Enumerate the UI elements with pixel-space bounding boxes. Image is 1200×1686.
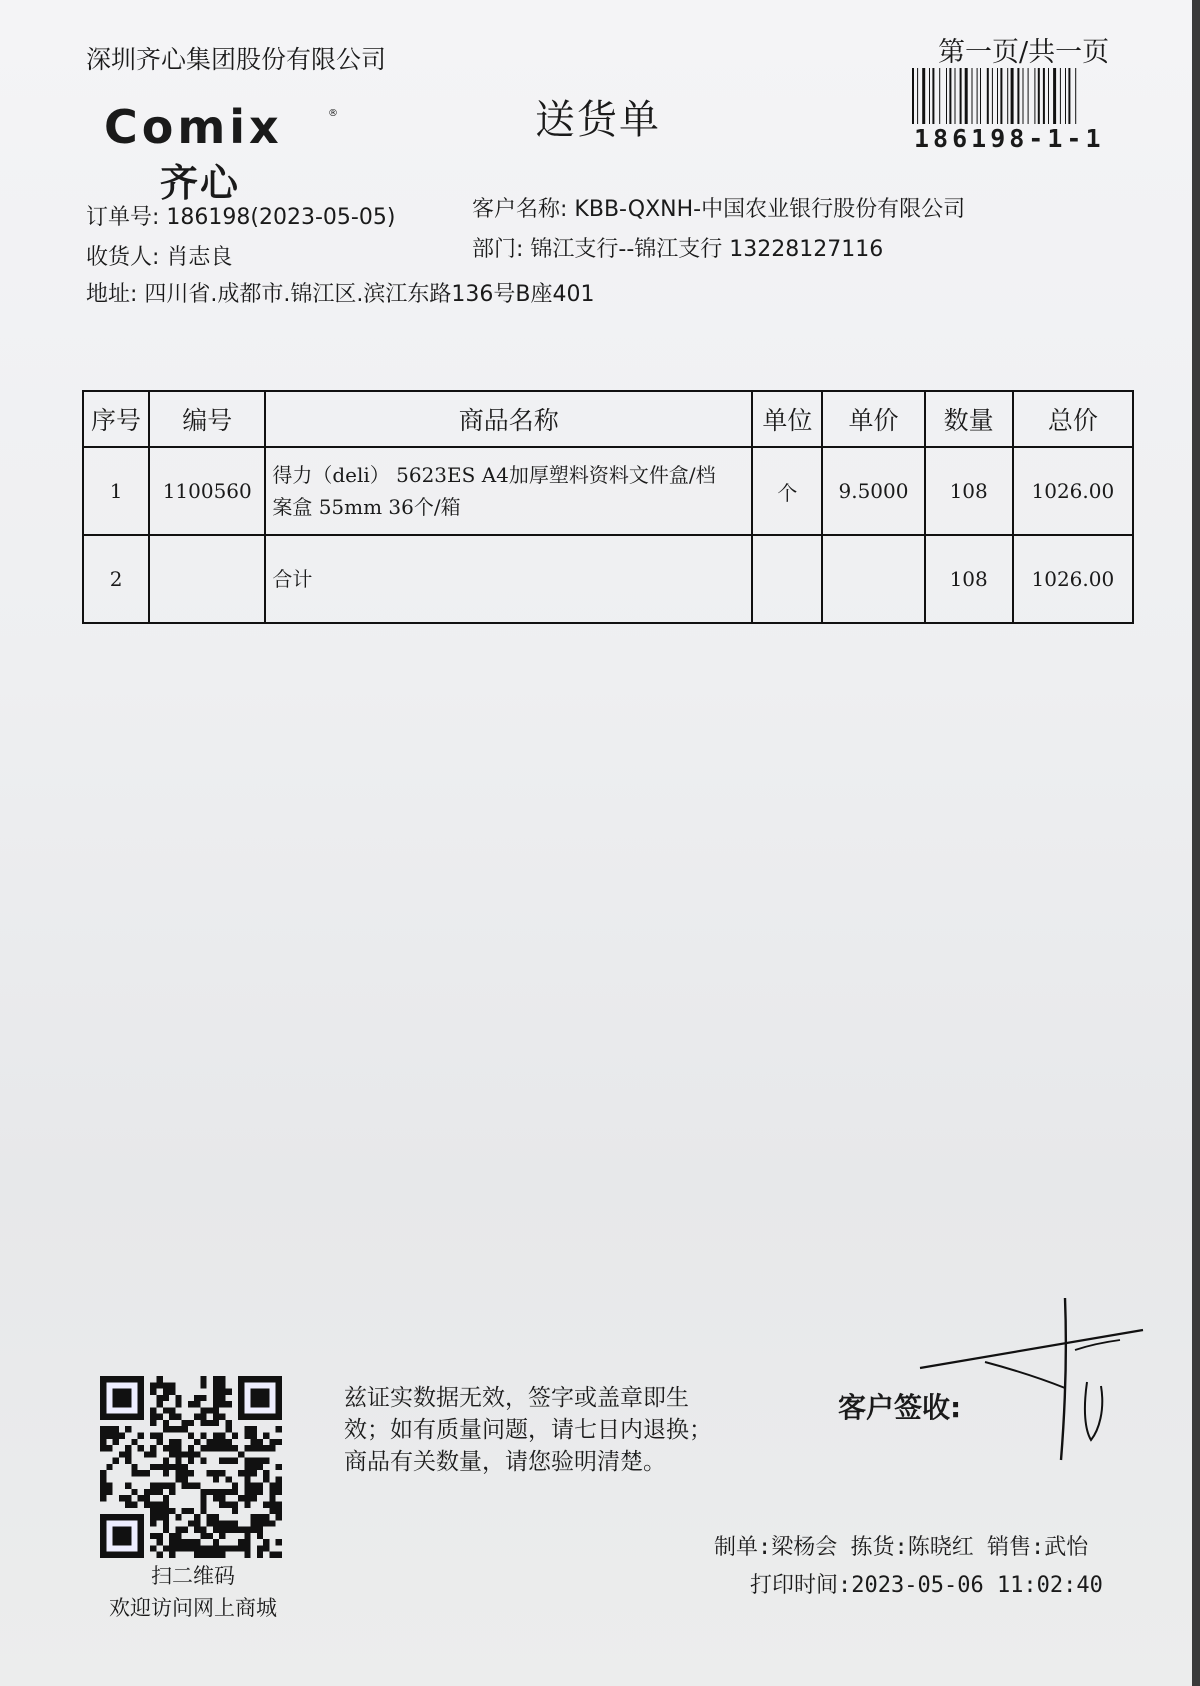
receiver (86, 240, 232, 271)
qr-code-icon (100, 1376, 282, 1558)
barcode-number: 186198-1-1 (914, 124, 1105, 153)
customer-label: 客户名称: (472, 197, 568, 222)
department (472, 232, 883, 263)
qr-caption (88, 1560, 298, 1624)
header-unit-price: 单价 (822, 391, 924, 447)
header-unit: 单位 (752, 391, 822, 447)
customer-signature-label: 客户签收: (838, 1391, 962, 1424)
table-row (83, 447, 1133, 535)
department-label: 部门: (472, 237, 524, 262)
comix-logo: Comix ® 齐心 (104, 100, 338, 205)
cell-code (149, 535, 265, 623)
cell-unit-price (822, 535, 924, 623)
document-title: 送货单 (535, 97, 661, 143)
address (86, 277, 594, 308)
cell-unit-price: 9.5000 (822, 447, 924, 535)
address-value: 四川省.成都市.锦江区.滨江东路136号B座401 (144, 282, 595, 307)
qr-caption-line2: 欢迎访问网上商城 (109, 1596, 277, 1620)
receiver-label: 收货人: (86, 245, 160, 270)
print-time: 打印时间:2023-05-06 11:02:40 (750, 1573, 1103, 1598)
department-value: 锦江支行--锦江支行 13228127116 (530, 237, 884, 262)
order-number-label: 订单号: (86, 205, 160, 230)
cell-quantity: 108 (925, 447, 1013, 535)
cell-product-name: 合计 (265, 535, 752, 623)
customer-name (472, 192, 965, 223)
staff-info: 制单:梁杨会 拣货:陈晓红 销售:武怡 (714, 1535, 1089, 1560)
company-name: 深圳齐心集团股份有限公司 (86, 45, 387, 74)
cell-unit: 个 (752, 447, 822, 535)
items-table (82, 390, 1134, 624)
cell-product-name: 得力（deli） 5623ES A4加厚塑料资料文件盒/档 案盒 55mm 36个/箱 (265, 447, 752, 535)
page-label: 第一页/共一页 (938, 37, 1110, 68)
order-number-value: 186198(2023-05-05) (166, 205, 396, 230)
address-label: 地址: (86, 282, 138, 307)
table-row-subtotal (83, 535, 1133, 623)
cell-code: 1100560 (149, 447, 265, 535)
cell-total: 1026.00 (1013, 447, 1133, 535)
header-code: 编号 (149, 391, 265, 447)
receiver-value: 肖志良 (166, 245, 233, 270)
notice-text: 兹证实数据无效，签字或盖章即生 效；如有质量问题，请七日内退换； 商品有关数量，请您验明清楚。 (344, 1385, 712, 1475)
header-product-name: 商品名称 (265, 391, 752, 447)
table-header-row (83, 391, 1133, 447)
logo-text-cn: 齐心 (160, 161, 241, 205)
header-seq: 序号 (83, 391, 149, 447)
cell-seq: 1 (83, 447, 149, 535)
handwritten-signature (915, 1290, 1145, 1470)
header-total: 总价 (1013, 391, 1133, 447)
cell-quantity: 108 (925, 535, 1013, 623)
barcode (912, 68, 1130, 124)
cell-total: 1026.00 (1013, 535, 1133, 623)
header-quantity: 数量 (925, 391, 1013, 447)
customer-value: KBB-QXNH-中国农业银行股份有限公司 (574, 197, 966, 222)
qr-caption-line1: 扫二维码 (151, 1564, 235, 1588)
cell-seq: 2 (83, 535, 149, 623)
logo-text-en: Comix (104, 100, 283, 154)
order-number (86, 200, 395, 231)
cell-unit (752, 535, 822, 623)
